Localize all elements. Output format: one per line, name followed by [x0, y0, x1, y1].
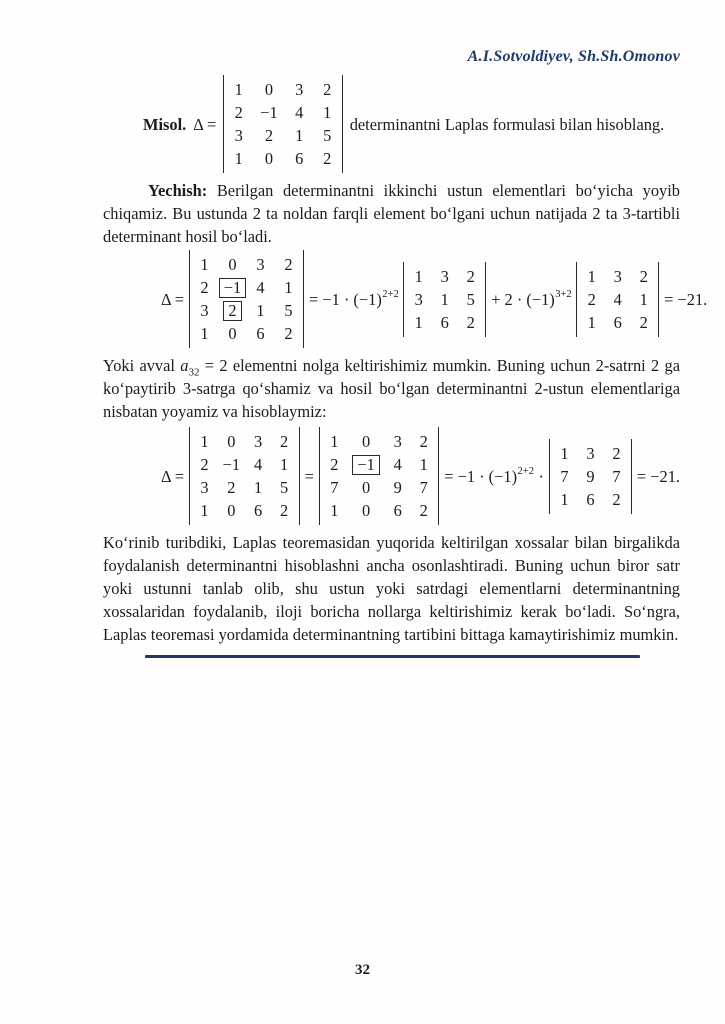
matrix-cell: 0: [264, 149, 274, 168]
matrix-cell: 2: [466, 312, 475, 332]
boxed-pivot-element: 2: [223, 301, 241, 321]
matrix-cell: 5: [284, 301, 293, 320]
matrix-cell: 1: [440, 289, 449, 309]
matrix-cell: 0: [228, 255, 237, 274]
matrix-cell: 3: [234, 126, 243, 145]
matrix-cell: 2: [419, 501, 428, 520]
matrix-cell: 0: [228, 324, 237, 343]
matrix-cell: 7: [560, 466, 569, 486]
solution-intro-text: Berilgan determinantni ikkinchi ustun elementlari bo‘yicha yoyib chiqamiz. Bu ustunda 2 ta noldan farqli element bo‘lgani uchun natijada 2 ta 3-tartibli determinant hosil bo‘ladi.: [103, 181, 680, 246]
matrix-cell: 3: [254, 432, 263, 451]
matrix-cell: 4: [613, 289, 622, 309]
problem-text: determinantni Laplas formulasi bilan hisoblang.: [349, 114, 665, 134]
matrix-cell: 3: [613, 266, 622, 286]
matrix-cell: 1: [200, 432, 209, 451]
matrix-cell: 0: [264, 80, 274, 99]
matrix-cell: 2: [200, 455, 209, 474]
eq2-term-coefficient: [444, 465, 533, 488]
problem-statement-row: [143, 75, 680, 173]
matrix-cell: 2: [612, 489, 621, 509]
eq2-term-exponent: 2+2: [517, 466, 534, 478]
page-header: [103, 0, 680, 68]
matrix-cell: 2: [227, 478, 236, 497]
matrix-cell: 6: [613, 312, 622, 332]
problem-label: Misol.: [143, 114, 187, 134]
matrix-cell: 1: [234, 80, 243, 99]
eq2-equals-sign: =: [304, 466, 314, 486]
problem-lhs: Δ =: [193, 114, 217, 134]
matrix-cell: [223, 276, 242, 299]
matrix-cell: 0: [361, 478, 371, 497]
matrix-cell: −1: [260, 103, 278, 122]
matrix-cell: 9: [393, 478, 402, 497]
matrix-cell: 6: [295, 149, 304, 168]
page-number: 32: [355, 962, 370, 978]
matrix-cell: 1: [200, 324, 209, 343]
matrix-cell: 1: [234, 149, 243, 168]
row-reduction-equation: [161, 427, 680, 525]
matrix-cell: 4: [393, 455, 402, 474]
eq2-matrix2-grid: [328, 430, 430, 522]
matrix-cell: 6: [254, 501, 263, 520]
eq1-term2-base: + 2 · (−1): [491, 289, 555, 309]
matrix-cell: 7: [419, 478, 428, 497]
matrix-cell: 1: [639, 289, 648, 309]
determinant-4x4-grid: [232, 78, 333, 170]
eq1-term2-exponent: 3+2: [555, 289, 572, 301]
matrix-cell: 1: [256, 301, 265, 320]
matrix-cell: 1: [330, 432, 339, 451]
matrix-cell: 1: [560, 489, 569, 509]
matrix-cell: 2: [330, 455, 339, 474]
boxed-pivot-element: −1: [352, 455, 379, 475]
matrix-cell: [354, 453, 378, 476]
eq2-result: = −21.: [636, 466, 680, 486]
matrix-cell: 1: [414, 266, 423, 286]
matrix-cell: 5: [280, 478, 289, 497]
alt-prefix: Yoki avval: [103, 356, 181, 375]
eq1-term1-exponent: 2+2: [382, 289, 399, 301]
eq1-minor1-determinant: [403, 262, 486, 337]
matrix-cell: 1: [330, 501, 339, 520]
matrix-cell: 2: [200, 278, 209, 297]
matrix-cell: 3: [200, 301, 209, 320]
eq1-minor1-grid: [412, 265, 477, 334]
eq1-result: = −21.: [664, 289, 708, 309]
matrix-cell: 3: [393, 432, 402, 451]
eq1-matrix-grid: [198, 253, 295, 345]
eq1-term1-coefficient: [309, 288, 398, 311]
matrix-cell: 2: [612, 443, 621, 463]
matrix-cell: 1: [280, 455, 289, 474]
matrix-cell: 2: [587, 289, 596, 309]
matrix-cell: 2: [284, 324, 293, 343]
matrix-cell: 0: [361, 501, 371, 520]
section-divider-rule: [145, 655, 640, 658]
matrix-cell: 3: [440, 266, 449, 286]
eq1-minor2-grid: [585, 265, 650, 334]
matrix-cell: 1: [254, 478, 263, 497]
conclusion-text: Ko‘rinib turibdiki, Laplas teoremasidan yuqorida keltirilgan xossalar bilan birgalikda foydalanish determinantni hisoblashni ancha osonlashtiradi. Buning uchun biror satr yoki ustunni tanlab olib, shu ustun yoki satrdagi elementlarni determinantning xossalaridan foydalanib, iloji boricha nollarga keltirishimiz kerak bo‘ladi. So‘ngra, Laplas teoremasi yordamida determinantning tartibini bittaga kamaytirishimiz mumkin.: [103, 533, 680, 644]
eq2-minor-grid: [558, 442, 623, 511]
matrix-cell: 1: [200, 255, 209, 274]
eq2-matrix1-grid: [198, 430, 291, 522]
matrix-cell: 0: [361, 432, 371, 451]
matrix-cell: 2: [323, 80, 332, 99]
alt-variable-subscript: 32: [188, 366, 200, 379]
eq1-determinant-4x4: [189, 250, 304, 348]
eq2-minor-determinant: [549, 439, 632, 514]
matrix-cell: 6: [440, 312, 449, 332]
matrix-cell: 3: [256, 255, 265, 274]
matrix-cell: 6: [393, 501, 402, 520]
conclusion-paragraph: [103, 531, 680, 646]
matrix-cell: 2: [466, 266, 475, 286]
matrix-cell: 1: [419, 455, 428, 474]
matrix-cell: 9: [586, 466, 595, 486]
matrix-cell: 4: [256, 278, 265, 297]
matrix-cell: 7: [612, 466, 621, 486]
problem-determinant: [223, 75, 342, 173]
eq2-determinant-original: [189, 427, 300, 525]
alternative-method-paragraph: [103, 354, 680, 423]
matrix-cell: 3: [200, 478, 209, 497]
matrix-cell: [226, 299, 239, 322]
alt-rest: = 2 elementni nolga keltirishimiz mumkin. Buning uchun 2-satrni 2 ga ko‘paytirib 3-satrga qo‘shamiz va hosil bo‘lgan determinantni 2-ustun elementlariga nisbatan yoyamiz va hisoblaymiz:: [103, 356, 680, 421]
matrix-cell: 0: [227, 501, 236, 520]
matrix-cell: 1: [295, 126, 304, 145]
laplace-expansion-equation: [161, 250, 708, 348]
matrix-cell: 2: [639, 266, 648, 286]
matrix-cell: 2: [234, 103, 243, 122]
boxed-pivot-element: −1: [219, 278, 246, 298]
solution-intro-paragraph: [103, 179, 680, 248]
matrix-cell: 2: [280, 501, 289, 520]
matrix-cell: 1: [587, 266, 596, 286]
eq2-lhs: Δ =: [161, 466, 184, 486]
header-authors: A.I.Sotvoldiyev, Sh.Sh.Omonov: [467, 48, 680, 65]
matrix-cell: 5: [466, 289, 475, 309]
solution-label: Yechish:: [148, 181, 208, 200]
matrix-cell: 7: [330, 478, 339, 497]
matrix-cell: 3: [586, 443, 595, 463]
eq1-minor2-determinant: [576, 262, 659, 337]
matrix-cell: 6: [586, 489, 595, 509]
matrix-cell: 4: [295, 103, 304, 122]
eq2-term-base: = −1 · (−1): [444, 466, 518, 486]
matrix-cell: 2: [323, 149, 332, 168]
matrix-cell: 2: [280, 432, 289, 451]
matrix-cell: 1: [200, 501, 209, 520]
eq1-term1-base: = −1 · (−1): [308, 289, 382, 309]
matrix-cell: −1: [222, 455, 241, 474]
matrix-cell: 3: [414, 289, 423, 309]
matrix-cell: 1: [284, 278, 293, 297]
matrix-cell: 1: [560, 443, 569, 463]
matrix-cell: 3: [295, 80, 304, 99]
eq1-term2-coefficient: [491, 288, 571, 311]
matrix-cell: 1: [587, 312, 596, 332]
matrix-cell: 2: [284, 255, 293, 274]
matrix-cell: 2: [639, 312, 648, 332]
eq1-lhs: Δ =: [161, 289, 184, 309]
matrix-cell: 6: [256, 324, 265, 343]
matrix-cell: 1: [323, 103, 332, 122]
alt-variable: a: [180, 356, 189, 375]
matrix-cell: 0: [227, 432, 236, 451]
matrix-cell: 2: [264, 126, 274, 145]
matrix-cell: 5: [323, 126, 332, 145]
eq2-determinant-transformed: [319, 427, 439, 525]
matrix-cell: 2: [419, 432, 428, 451]
matrix-cell: 4: [254, 455, 263, 474]
eq2-multiplication-dot: ·: [538, 466, 544, 486]
matrix-cell: 1: [414, 312, 423, 332]
